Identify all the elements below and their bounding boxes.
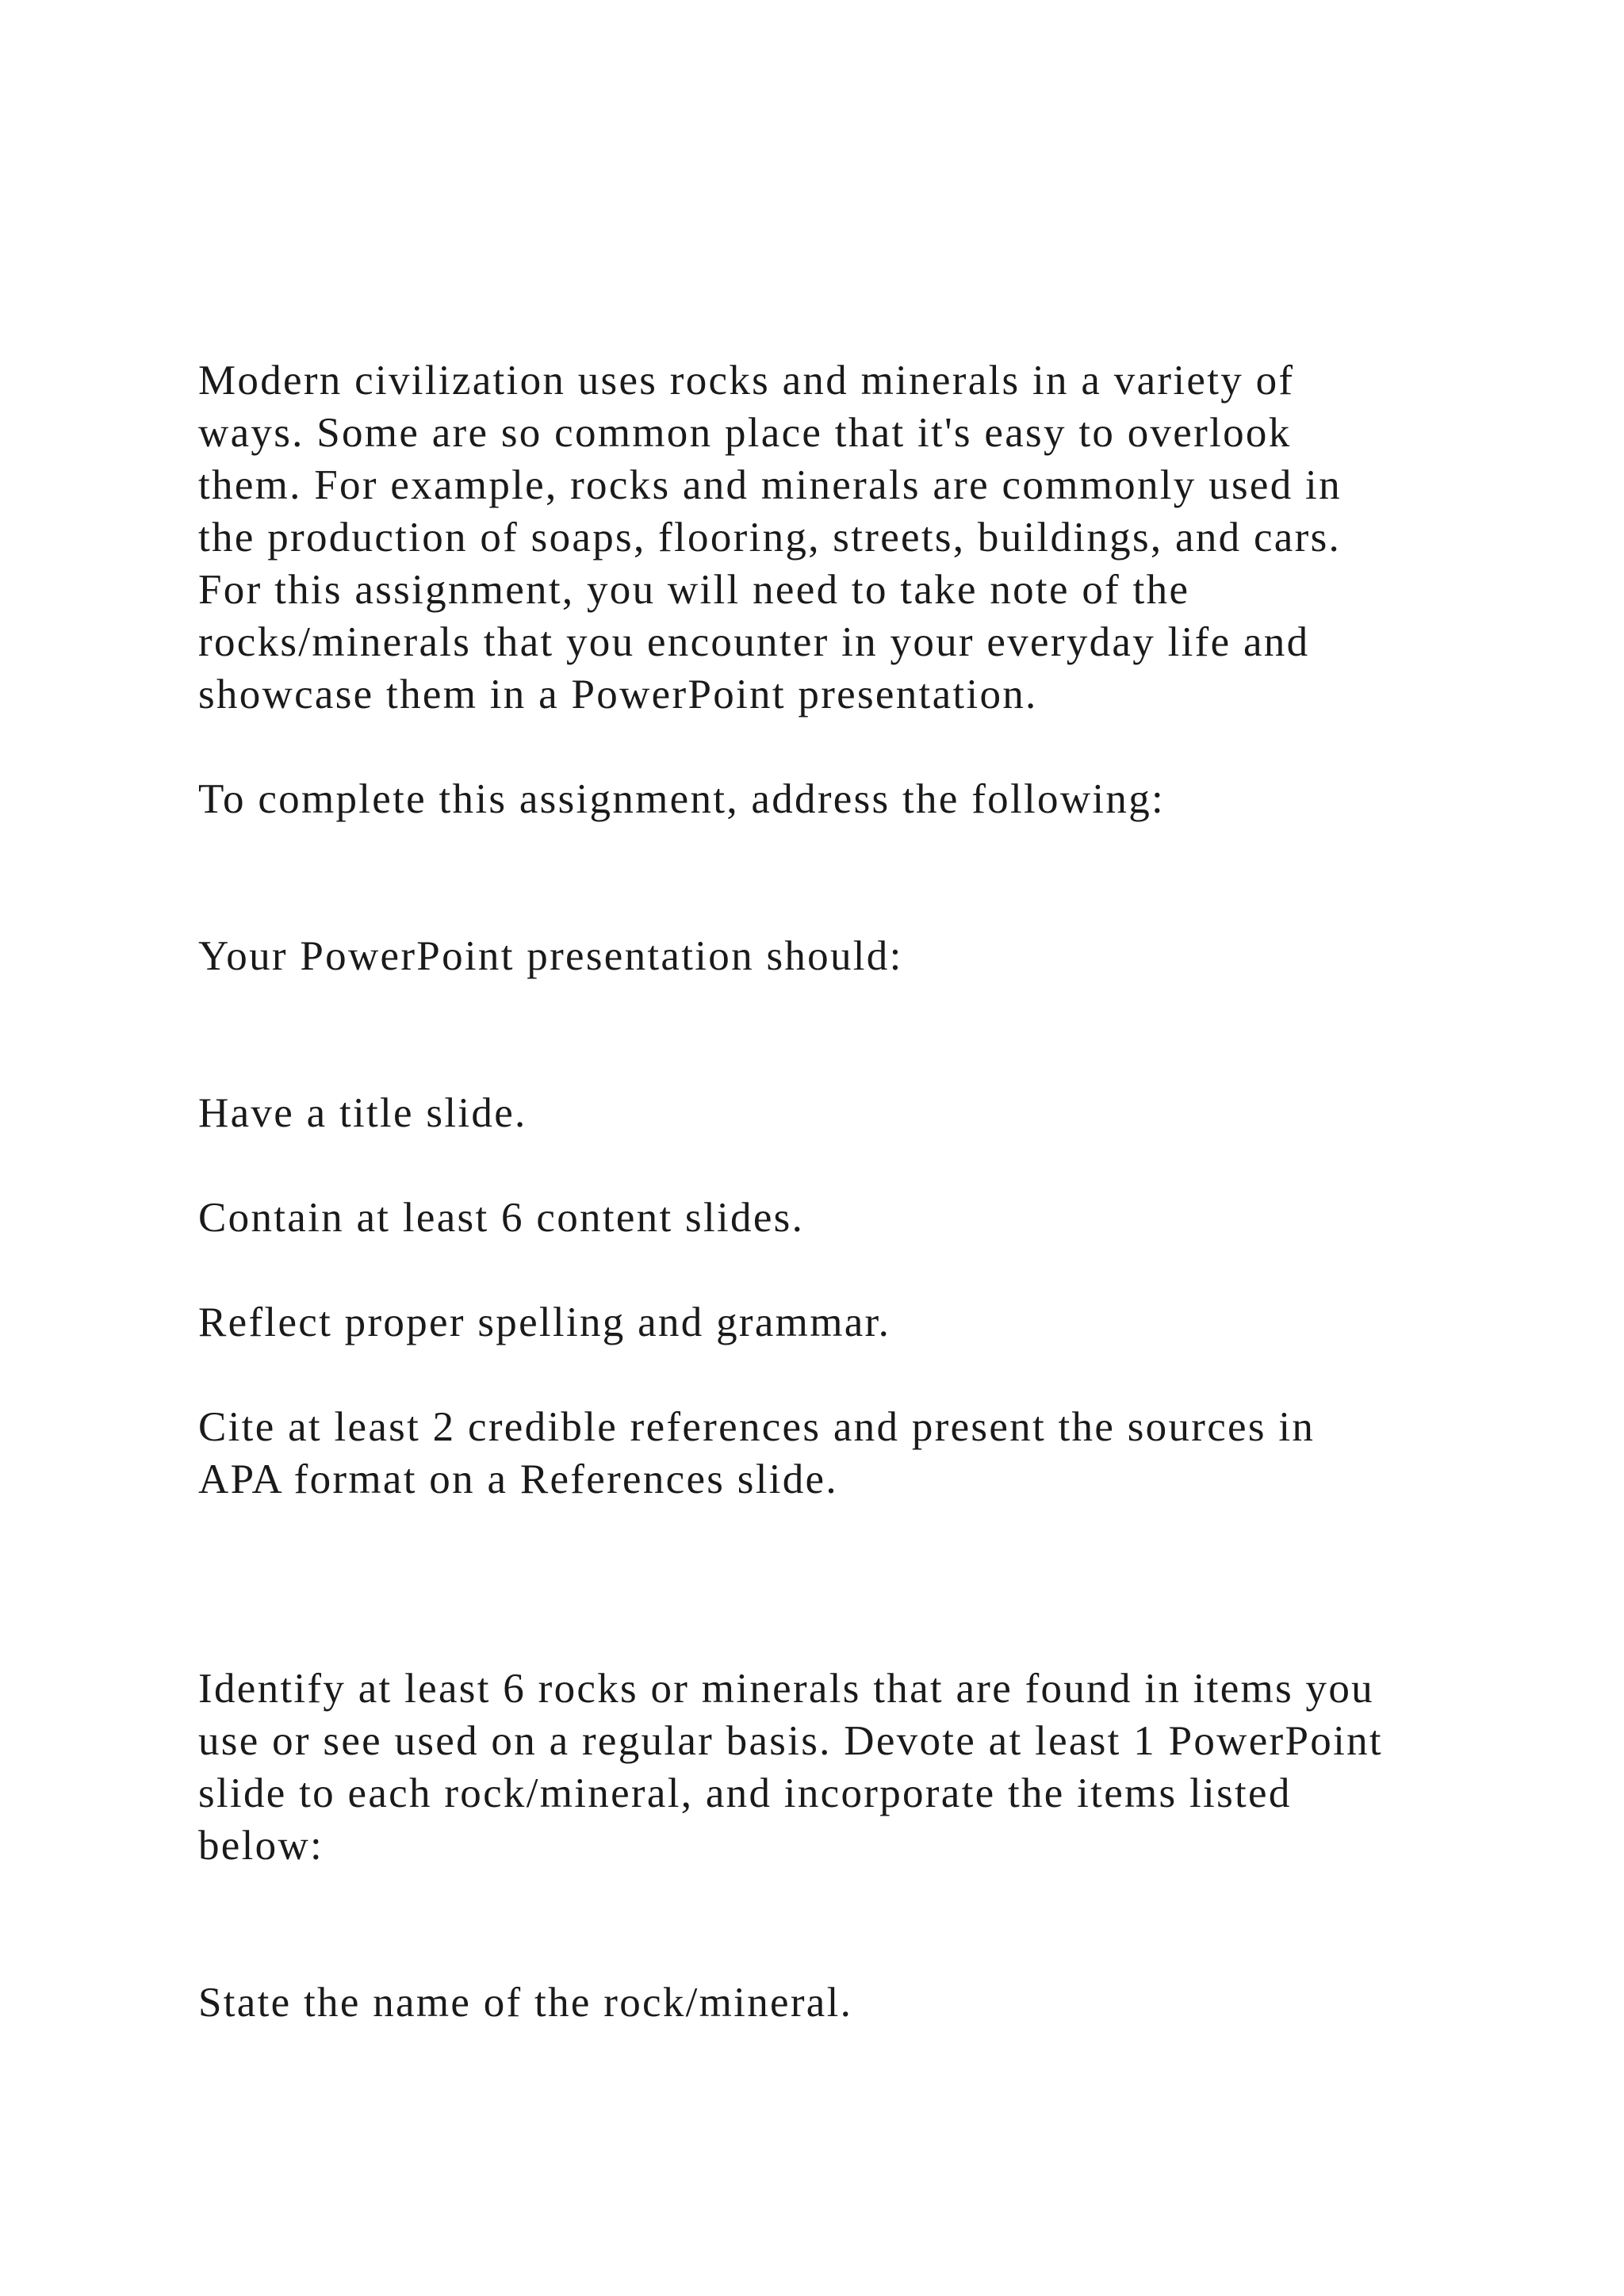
intro-line: For this assignment, you will need to take note of the <box>198 567 1190 613</box>
requirement-content-slides: Contain at least 6 content slides. <box>198 1195 805 1241</box>
intro-line: the production of soaps, flooring, streets, buildings, and cars. <box>198 515 1342 561</box>
intro-line: rocks/minerals that you encounter in your everyday life and <box>198 619 1310 665</box>
requirement-references-line: Cite at least 2 credible references and present the sources in <box>198 1404 1316 1450</box>
identify-line: below: <box>198 1823 324 1869</box>
intro-line: Modern civilization uses rocks and minerals in a variety of <box>198 358 1295 404</box>
identify-line: slide to each rock/mineral, and incorporate the items listed <box>198 1770 1292 1816</box>
state-name-line: State the name of the rock/mineral. <box>198 1980 853 2026</box>
instructions-line: To complete this assignment, address the following: <box>198 776 1166 822</box>
identify-line: use or see used on a regular basis. Devote at least 1 PowerPoint <box>198 1718 1383 1764</box>
presentation-heading: Your PowerPoint presentation should: <box>198 933 903 979</box>
requirement-references-line: APA format on a References slide. <box>198 1456 838 1502</box>
requirement-title-slide: Have a title slide. <box>198 1090 527 1136</box>
intro-line: them. For example, rocks and minerals are commonly used in <box>198 462 1342 508</box>
intro-line: ways. Some are so common place that it's easy to overlook <box>198 410 1292 456</box>
intro-line: showcase them in a PowerPoint presentation. <box>198 672 1038 718</box>
requirement-spelling: Reflect proper spelling and grammar. <box>198 1299 891 1345</box>
identify-line: Identify at least 6 rocks or minerals that are found in items you <box>198 1666 1374 1712</box>
